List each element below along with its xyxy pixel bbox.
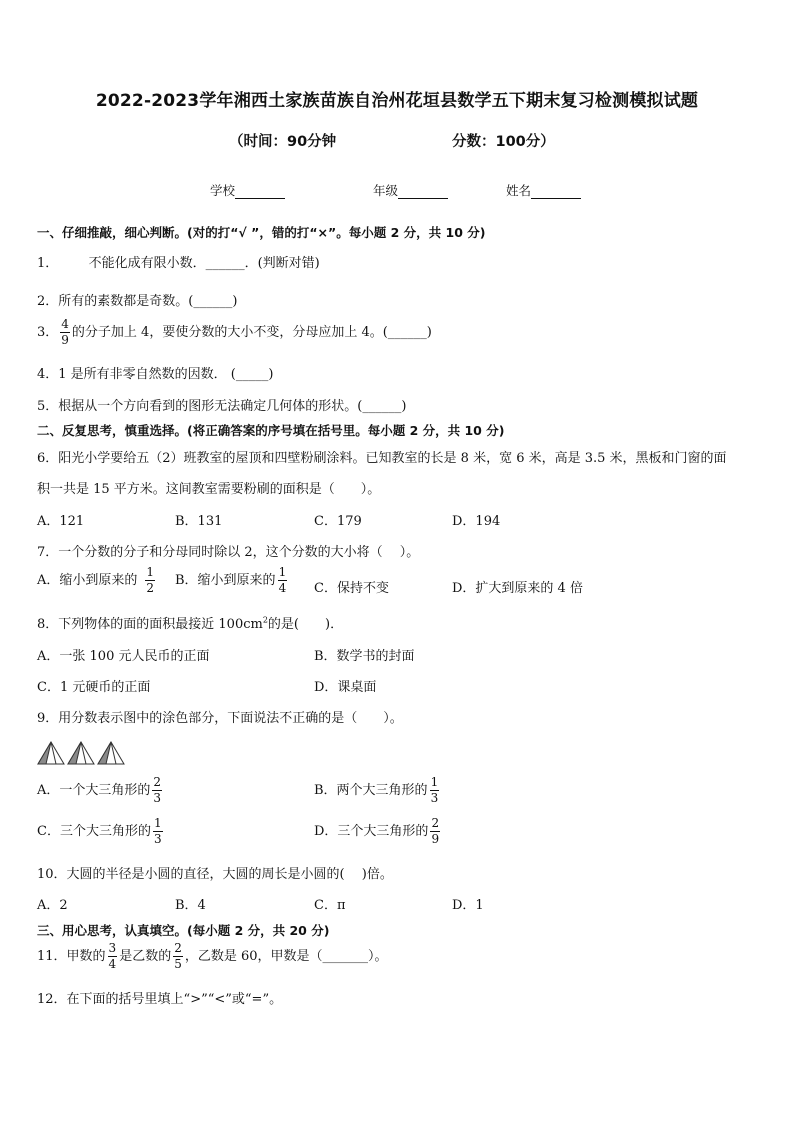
fraction-1-2: $\frac{1}{2}$ xyxy=(146,565,155,595)
question-11: 11．甲数的 $\frac{3}{4}$ 是乙数的 $\frac{2}{5}$ ，乙数是 60，甲数是（_______）。 xyxy=(37,941,388,971)
question-7-option-b[interactable]: B．缩小到原来的 $\frac{1}{4}$ xyxy=(175,565,287,595)
question-10-option-b[interactable]: B．4 xyxy=(175,898,206,913)
question-10-option-c[interactable]: C．π xyxy=(314,898,346,913)
question-4: 4．1 是所有非零自然数的因数． (_____) xyxy=(37,367,274,382)
exam-time: （时间：90分钟 xyxy=(229,134,337,150)
name-label: 姓名 xyxy=(506,183,532,198)
question-8-option-d[interactable]: D．课桌面 xyxy=(314,680,377,695)
question-5: 5．根据从一个方向看到的图形无法确定几何体的形状。(______) xyxy=(37,399,407,414)
school-blank[interactable] xyxy=(235,183,285,199)
question-12: 12．在下面的括号里填上“>”“<”或“=”。 xyxy=(37,992,283,1007)
school-field[interactable] xyxy=(210,181,285,199)
exam-score: 分数：100分） xyxy=(452,134,555,150)
question-9: 9．用分数表示图中的涂色部分，下面说法不正确的是（ ）。 xyxy=(37,711,403,726)
question-3-number: 3． xyxy=(37,325,59,340)
triangles-figure xyxy=(37,740,127,766)
question-8: 8．下列物体的面的面积最接近 $100cm^2$的是( )． xyxy=(37,615,344,632)
question-1-number: 1． xyxy=(37,256,59,271)
question-6-option-c[interactable]: C．179 xyxy=(314,514,362,529)
section-3-heading: 三、用心思考，认真填空。(每小题 2 分，共 20 分) xyxy=(37,923,330,938)
question-6-option-b[interactable]: B．131 xyxy=(175,514,223,529)
grade-field[interactable] xyxy=(373,181,448,199)
fraction-4-9: $\frac{4}{9}$ xyxy=(61,317,69,347)
fraction-1-3-c: $\frac{1}{3}$ xyxy=(153,816,162,846)
fraction-2-9: $\frac{2}{9}$ xyxy=(431,816,440,846)
question-6-line-1: 6．阳光小学要给五（2）班教室的屋顶和四壁粉刷涂料。已知教室的长是 8 米，宽 6 米，高是 3.5 米，黑板和门窗的面 xyxy=(37,451,727,466)
fraction-1-4: $\frac{1}{4}$ xyxy=(278,565,287,595)
question-6-option-a[interactable]: A．121 xyxy=(37,514,85,529)
fraction-2-3: $\frac{2}{3}$ xyxy=(153,775,162,805)
fraction-2-5: $\frac{2}{5}$ xyxy=(174,941,182,971)
question-7-option-c[interactable]: C．保持不变 xyxy=(314,581,389,596)
question-8-option-b[interactable]: B．数学书的封面 xyxy=(314,649,415,664)
question-2: 2．所有的素数都是奇数。(______) xyxy=(37,294,238,309)
question-7: 7．一个分数的分子和分母同时除以 2，这个分数的大小将（ ）。 xyxy=(37,545,420,560)
question-3-text: 的分子加上 4，要使分数的大小不变，分母应加上 4。(______) xyxy=(71,325,432,340)
question-10-option-d[interactable]: D．1 xyxy=(452,898,484,913)
grade-blank[interactable] xyxy=(398,183,448,199)
name-blank[interactable] xyxy=(531,183,581,199)
question-8-option-c[interactable]: C．1 元硬币的正面 xyxy=(37,680,151,695)
section-2-heading: 二、反复思考，慎重选择。(将正确答案的序号填在括号里。每小题 2 分，共 10 分) xyxy=(37,423,505,438)
fraction-3-4: $\frac{3}{4}$ xyxy=(108,941,117,971)
section-1-heading: 一、仔细推敲，细心判断。(对的打“√ ”，错的打“×”。每小题 2 分，共 10 分) xyxy=(37,225,486,240)
grade-label: 年级 xyxy=(373,183,399,198)
question-9-option-d[interactable]: D．三个大三角形的 $\frac{2}{9}$ xyxy=(314,816,440,846)
question-1-text: 不能化成有限小数．______．(判断对错) xyxy=(88,256,320,271)
question-1 xyxy=(37,252,320,271)
question-9-option-c[interactable]: C．三个大三角形的 $\frac{1}{3}$ xyxy=(37,816,162,846)
question-10: 10．大圆的半径是小圆的直径，大圆的周长是小圆的( )倍。 xyxy=(37,867,393,882)
question-6-line-2: 积一共是 15 平方米。这间教室需要粉刷的面积是（ ）。 xyxy=(37,482,381,497)
question-9-option-a[interactable]: A．一个大三角形的 $\frac{2}{3}$ xyxy=(37,775,162,805)
question-6-option-d[interactable]: D．194 xyxy=(452,514,501,529)
question-7-option-d[interactable]: D．扩大到原来的 4 倍 xyxy=(452,581,583,596)
page-title: 2022-2023学年湘西土家族苗族自治州花垣县数学五下期末复习检测模拟试题 xyxy=(95,91,699,111)
question-9-option-b[interactable]: B．两个大三角形的 $\frac{1}{3}$ xyxy=(314,775,439,805)
question-10-option-a[interactable]: A．2 xyxy=(37,898,68,913)
name-field[interactable] xyxy=(506,181,581,199)
school-label: 学校 xyxy=(210,183,236,198)
question-8-option-a[interactable]: A．一张 100 元人民币的正面 xyxy=(37,649,210,664)
fraction-1-3: $\frac{1}{3}$ xyxy=(430,775,439,805)
question-7-option-a[interactable]: A．缩小到原来的 $\frac{1}{2}$ xyxy=(37,565,155,595)
question-3 xyxy=(37,318,432,347)
